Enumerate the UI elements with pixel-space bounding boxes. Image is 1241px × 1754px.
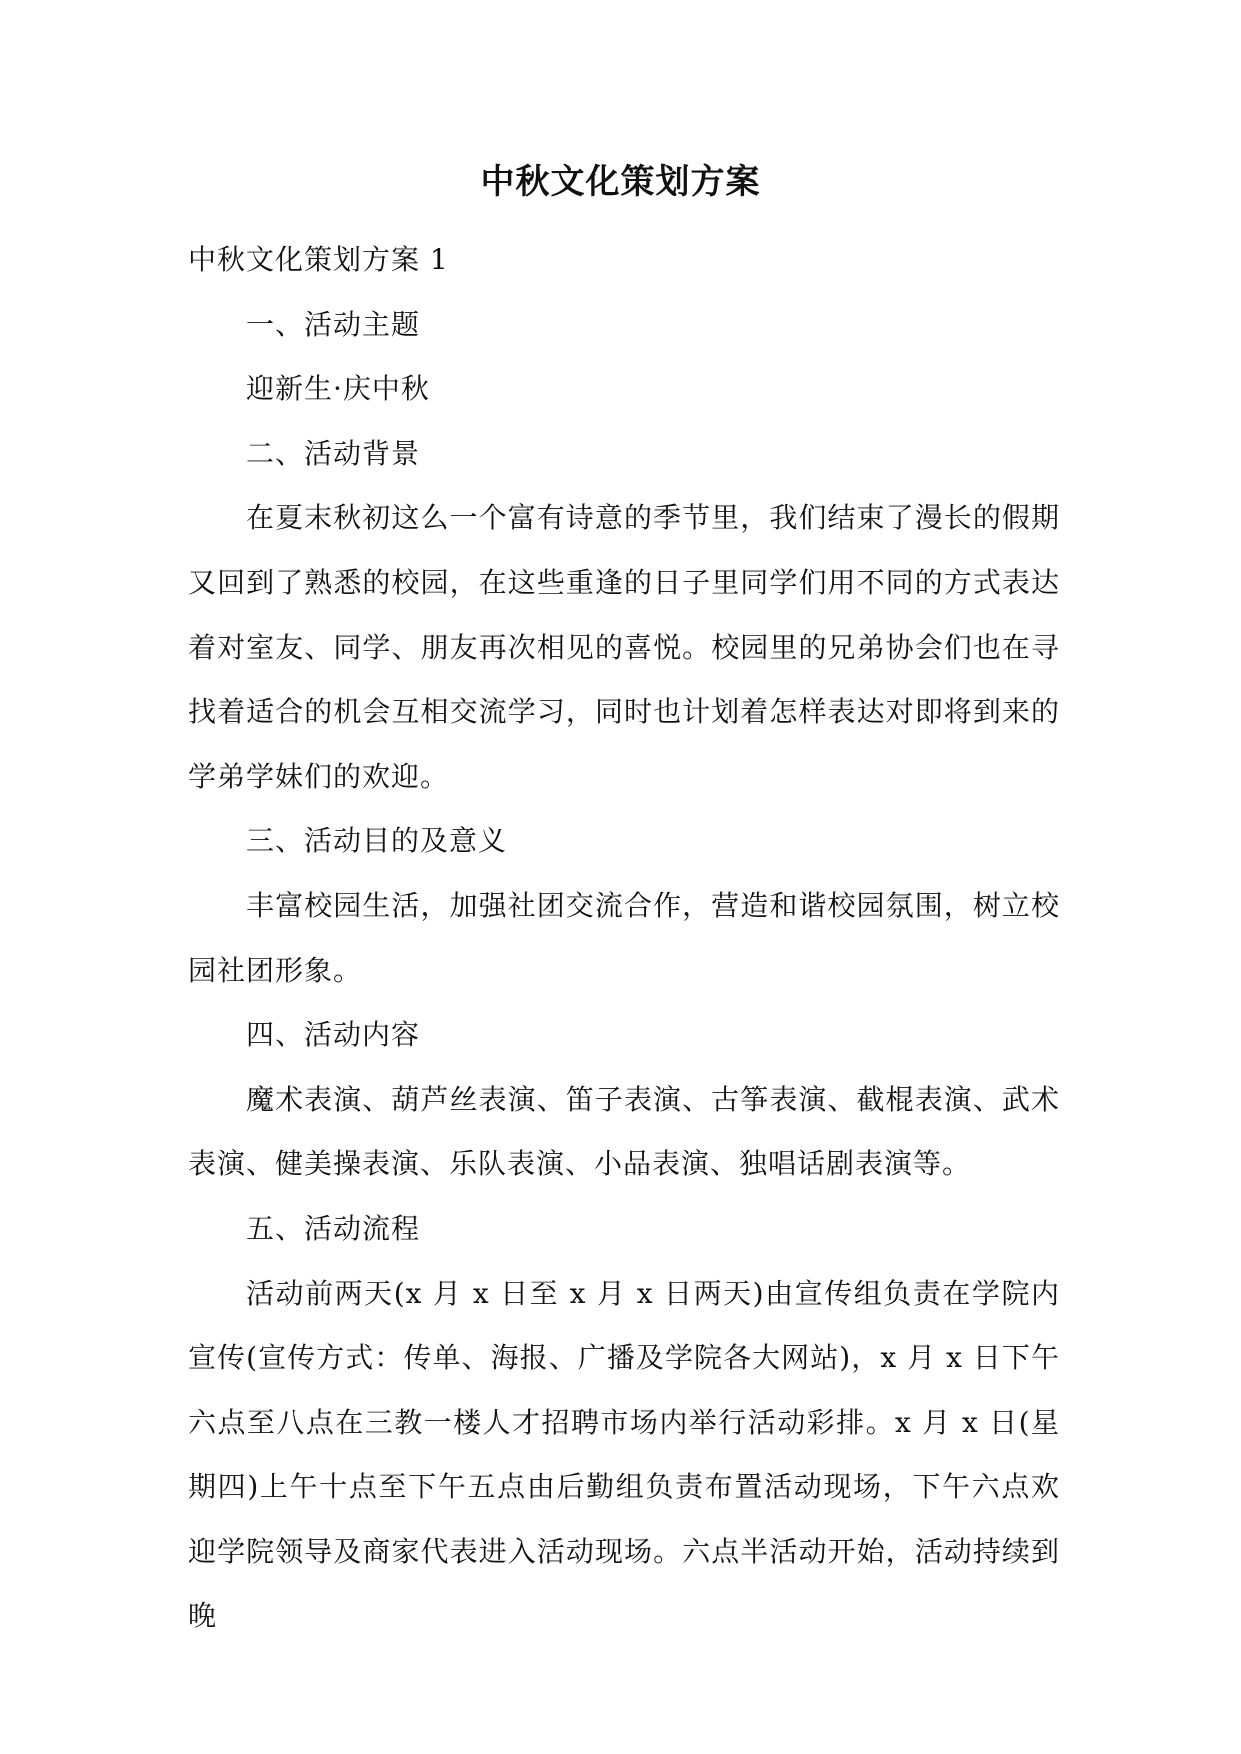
section-heading-plan-1: 中秋文化策划方案 1 — [188, 243, 449, 276]
paragraph-purpose: 丰富校园生活，加强社团交流合作，营造和谐校园氛围，树立校园社团形象。 — [188, 888, 1060, 987]
heading-activity-purpose: 三、活动目的及意义 — [246, 824, 508, 858]
document-title: 中秋文化策划方案 — [480, 162, 761, 202]
document-body — [188, 228, 1060, 1649]
paragraph-theme: 迎新生·庆中秋 — [246, 372, 430, 406]
heading-activity-theme: 一、活动主题 — [246, 307, 421, 341]
paragraph-content: 魔术表演、葫芦丝表演、笛子表演、古筝表演、截棍表演、武术表演、健美操表演、乐队表演、小品表演、独唱话剧表演等。 — [188, 1082, 1060, 1181]
heading-activity-background: 二、活动背景 — [246, 436, 421, 470]
paragraph-background: 在夏末秋初这么一个富有诗意的季节里，我们结束了漫长的假期又回到了熟悉的校园，在这些重逢的日子里同学们用不同的方式表达着对室友、同学、朋友再次相见的喜悦。校园里的兄弟协会们也在寻找着适合的机会互相交流学习，同时也计划着怎样表达对即将到来的学弟学妹们的欢迎。 — [188, 501, 1060, 793]
paragraph-process: 活动前两天(x 月 x 日至 x 月 x 日两天)由宣传组负责在学院内宣传(宣传方式：传单、海报、广播及学院各大网站)，x 月 x 日下午六点至八点在三教一楼人才招聘市场内举行活动彩排。x 月 x 日(星期四)上午十点至下午五点由后勤组负责布置活动现场，下午六点欢迎学院领导及商家代表进入活动现场。六点半活动开始，活动持续到晚 — [188, 1276, 1060, 1633]
heading-activity-process: 五、活动流程 — [246, 1211, 421, 1245]
heading-activity-content: 四、活动内容 — [246, 1018, 421, 1052]
